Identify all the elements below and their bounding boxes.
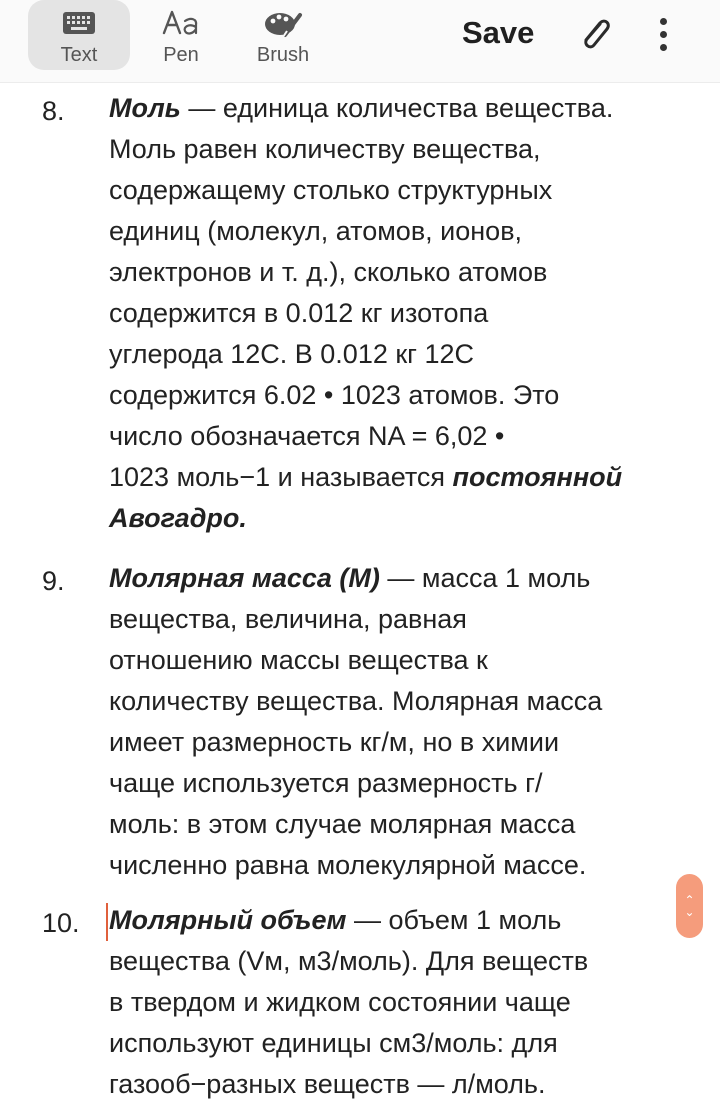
text-line (109, 211, 679, 252)
text-line (109, 558, 679, 599)
text-mode-button[interactable] (28, 0, 130, 70)
body-text: вещества ( (109, 946, 247, 976)
body-text: — масса 1 моль (379, 563, 591, 593)
body-text: 1023 моль−1 и называется (109, 462, 453, 492)
text-line (109, 375, 679, 416)
body-text: м, м3/моль). Для веществ (264, 946, 589, 976)
list-number: 10. (42, 908, 80, 938)
text-cursor (106, 903, 108, 941)
more-vert-icon[interactable] (650, 14, 678, 54)
body-text: в твердом и жидком состоянии чаще (109, 987, 571, 1017)
term-text: постоянной (452, 462, 623, 492)
text-line (109, 1064, 679, 1105)
top-toolbar (0, 0, 720, 83)
list-item-text (109, 88, 679, 539)
text-line (109, 457, 679, 498)
body-text: количеству вещества. Молярная масса (109, 686, 603, 716)
text-line (109, 900, 679, 941)
text-line (109, 845, 679, 886)
body-text: численно равна молекулярной массе. (109, 850, 587, 880)
text-mode-label: Text (60, 44, 98, 66)
brush-mode-button[interactable] (232, 0, 334, 70)
text-line (109, 170, 679, 211)
text-line (109, 252, 679, 293)
body-text: газооб−разных веществ — л/моль. (109, 1069, 546, 1099)
body-text: электронов и т. д.), сколько атомов (109, 257, 548, 287)
body-text: число обозначается (109, 421, 369, 451)
list-item-text (109, 900, 679, 1105)
body-text: моль: в этом случае молярная масса (109, 809, 576, 839)
text-line (109, 763, 679, 804)
body-text: используют единицы см3/моль: для (109, 1028, 558, 1058)
chevron-down-icon: ⌄ (684, 905, 695, 919)
body-text: — единица количества вещества. (180, 93, 614, 123)
text-line (109, 640, 679, 681)
list-item-text (109, 558, 679, 886)
scroll-handle[interactable] (676, 874, 703, 938)
brush-mode-label: Brush (256, 44, 310, 66)
text-line (109, 941, 679, 982)
list-number: 8. (42, 96, 65, 126)
list-number: 9. (42, 566, 65, 596)
term-text: Моль (109, 93, 181, 123)
body-text: имеет размерность кг/м, но в химии (109, 727, 560, 757)
text-line (109, 498, 679, 539)
brush-icon (263, 6, 303, 42)
term-text: Молярный объем (109, 905, 347, 935)
save-button[interactable]: Save (462, 15, 535, 50)
text-line (109, 722, 679, 763)
body-text: содержится в 0.012 кг изотопа (109, 298, 489, 328)
text-line (109, 88, 679, 129)
text-line (109, 599, 679, 640)
term-text: Молярная масса (М) (109, 563, 380, 593)
body-text: отношению массы вещества к (109, 645, 488, 675)
body-text: — объем 1 моль (346, 905, 562, 935)
text-line (109, 293, 679, 334)
body-text: Моль равен количеству вещества, (109, 134, 541, 164)
italic-text: NA (368, 421, 405, 451)
text-line (109, 416, 679, 457)
body-text: содержащему столько структурных (109, 175, 553, 205)
text-line (109, 681, 679, 722)
body-text: углерода 12С. В 0.012 кг 12С (109, 339, 475, 369)
chevron-up-icon: ⌃ (684, 893, 695, 907)
pen-text-icon (161, 6, 201, 42)
pen-mode-label: Pen (163, 44, 199, 66)
text-line (109, 334, 679, 375)
text-line (109, 804, 679, 845)
text-line (109, 982, 679, 1023)
body-text: = 6,02 • (404, 421, 505, 451)
pen-mode-button[interactable] (130, 0, 232, 70)
body-text: чаще используется размерность г/ (109, 768, 543, 798)
body-text: содержится 6.02 • 1023 атомов. Это (109, 380, 560, 410)
keyboard-icon (62, 6, 96, 42)
italic-text: V (246, 946, 265, 976)
term-text: Авогадро. (109, 503, 247, 533)
text-line (109, 1023, 679, 1064)
text-line (109, 129, 679, 170)
body-text: вещества, величина, равная (109, 604, 467, 634)
body-text: единиц (молекул, атомов, ионов, (109, 216, 523, 246)
paperclip-icon[interactable] (578, 16, 614, 59)
